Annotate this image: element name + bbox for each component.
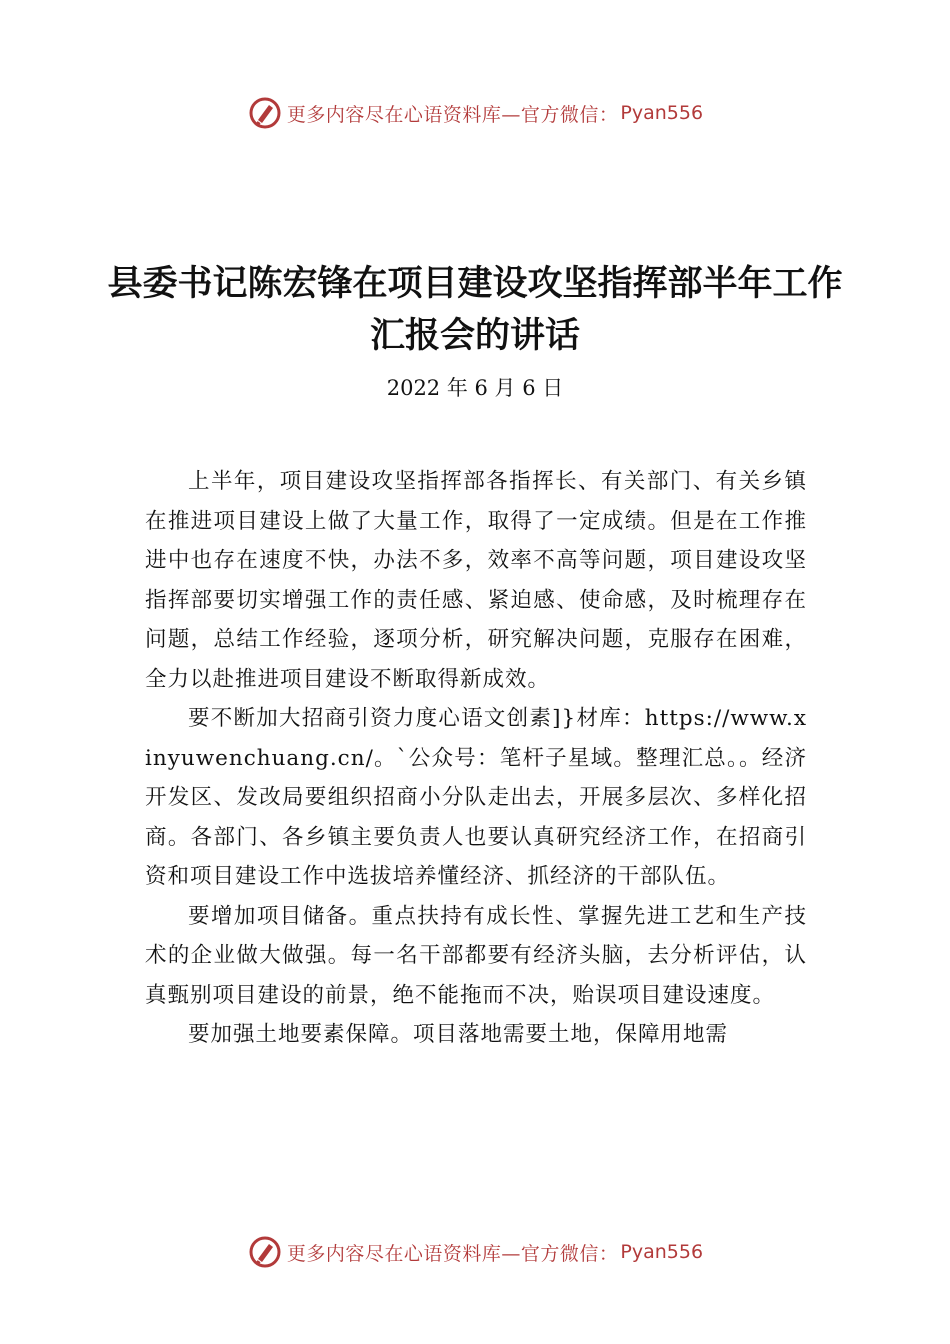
- document-date: 2022 年 6 月 6 日: [386, 376, 564, 400]
- paragraph: 上半年，项目建设攻坚指挥部各指挥长、有关部门、有关乡镇在推进项目建设上做了大量工作，取得了一定成绩。但是在工作推进中也存在速度不快，办法不多，效率不高等问题，项目建设攻坚指挥部要切实增强工作的责任感、紧迫感、使命感，及时梳理存在问题，总结工作经验，逐项分析，研究解决问题，克服存在困难，全力以赴推进项目建设不断取得新成效。: [145, 469, 807, 692]
- watermark-text: 更多内容尽在心语资料库—官方微信：: [286, 103, 619, 126]
- watermark-wechat-id: Pyan556: [620, 1241, 704, 1263]
- footer-watermark: [0, 1232, 950, 1272]
- watermark-wechat-id: Pyan556: [620, 102, 704, 124]
- paragraph: 要不断加大招商引资力度心语文创素]}材库：https://www.xinyuwenchuang.cn/。`公众号：笔杆子星域。整理汇总。。经济开发区、发改局要组织招商小分队走出去，开展多层次、多样化招商。各部门、各乡镇主要负责人也要认真研究经济工作，在招商引资和项目建设工作中选拔培养懂经济、抓经济的干部队伍。: [145, 706, 807, 889]
- watermark-text: 更多内容尽在心语资料库—官方微信：: [286, 1242, 619, 1265]
- header-watermark: [0, 93, 950, 133]
- pen-logo-icon: [247, 95, 283, 131]
- document-title: 县委书记陈宏锋在项目建设攻坚指挥部半年工作汇报会的讲话: [107, 264, 843, 356]
- pen-logo-icon: [247, 1234, 283, 1270]
- paragraph: 要加强土地要素保障。项目落地需要土地，保障用地需: [188, 1022, 729, 1047]
- paragraph: 要增加项目储备。重点扶持有成长性、掌握先进工艺和生产技术的企业做大做强。每一名干部都要有经济头脑，去分析评估，认真甄别项目建设的前景，绝不能拖而不决，贻误项目建设速度。: [145, 903, 807, 1008]
- document-body: [145, 462, 807, 1055]
